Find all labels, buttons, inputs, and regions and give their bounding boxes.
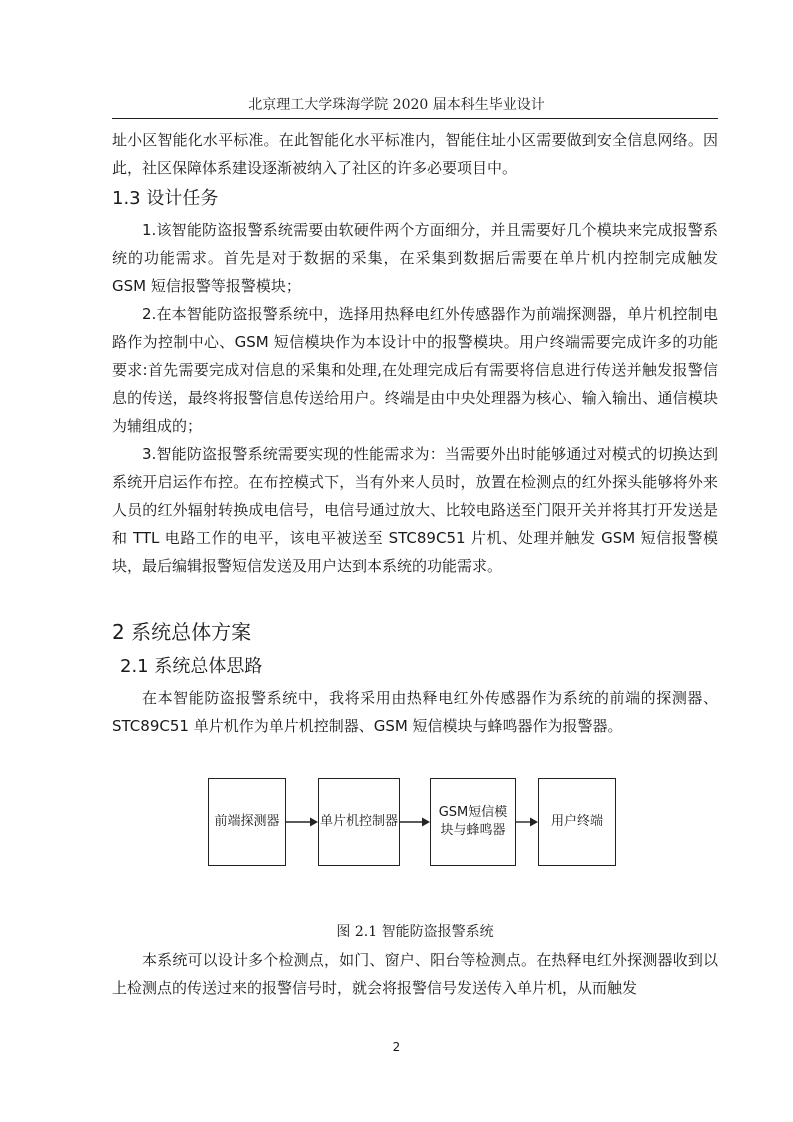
detector-box <box>208 778 286 866</box>
arrow-icon <box>400 816 430 828</box>
figure-caption: 图 2.1 智能防盗报警系统 <box>336 924 494 940</box>
section-1-3-heading: 1.3 设计任务 <box>112 188 219 209</box>
gsm-box-line2: 块与蜂鸣器 <box>440 823 506 838</box>
overview-paragraph: 在本智能防盗报警系统中，我将采用由热释电红外传感器作为系统的前端的探测器、STC89C51 单片机作为单片机控制器、GSM 短信模块与蜂鸣器作为报警器。 <box>112 689 718 735</box>
header-rule <box>112 118 718 119</box>
task-paragraph-2: 2.在本智能防盗报警系统中，选择用热释电红外传感器作为前端探测器，单片机控制电路作为控制中心、GSM 短信模块作为本设计中的报警模块。用户终端需要完成许多的功能要求:首先需要完成对信息的采集和处理,在处理完成后有需要将信息进行传送并触发报警信息的传送，最终将报警信息传送给用户。终端是由中央处理器为核心、输入输出、通信模块为辅组成的； <box>112 305 718 435</box>
mcu-box <box>318 778 400 866</box>
system-block-diagram <box>112 778 718 874</box>
intro-paragraph: 址小区智能化水平标准。在此智能化水平标准内，智能住址小区需要做到安全信息网络。因此，社区保障体系建设逐渐被纳入了社区的许多必要项目中。 <box>112 131 718 177</box>
detector-box-label: 前端探测器 <box>214 814 280 829</box>
section-2-1-heading: 2.1 系统总体思路 <box>120 656 263 677</box>
user-terminal-box-label: 用户终端 <box>550 814 603 829</box>
gsm-buzzer-box <box>430 778 516 866</box>
user-terminal-box <box>538 778 616 866</box>
arrow-icon <box>286 816 318 828</box>
task-paragraph-3: 3.智能防盗报警系统需要实现的性能需求为：当需要外出时能够通过对模式的切换达到系统开启运作布控。在布控模式下，当有外来人员时，放置在检测点的红外探头能够将外来人员的红外辐射转换成电信号，电信号通过放大、比较电路送至门限开关并将其打开发送是和 TTL 电路工作的电平，该电平被送至 STC89C51 片机、处理并触发 GSM 短信报警模块，最后编辑报警短信发送及用户达到本系统的功能需求。 <box>112 445 718 575</box>
page-number: 2 <box>392 1040 401 1054</box>
section-2-heading: 2 系统总体方案 <box>112 620 252 644</box>
page-header: 北京理工大学珠海学院 2020 届本科生毕业设计 <box>248 97 545 113</box>
arrow-icon <box>516 816 538 828</box>
after-figure-paragraph: 本系统可以设计多个检测点，如门、窗户、阳台等检测点。在热释电红外探测器收到以上检测点的传送过来的报警信号时，就会将报警信号发送传入单片机，从而触发 <box>112 951 718 997</box>
page-content <box>112 126 718 1002</box>
mcu-box-label: 单片机控制器 <box>319 814 398 829</box>
task-paragraph-1: 1.该智能防盗报警系统需要由软硬件两个方面细分，并且需要好几个模块来完成报警系统的功能需求。首先是对于数据的采集，在采集到数据后需要在单片机内控制完成触发 GSM 短信报警等报警模块； <box>112 221 718 295</box>
gsm-box-line1: GSM短信模 <box>438 805 508 820</box>
